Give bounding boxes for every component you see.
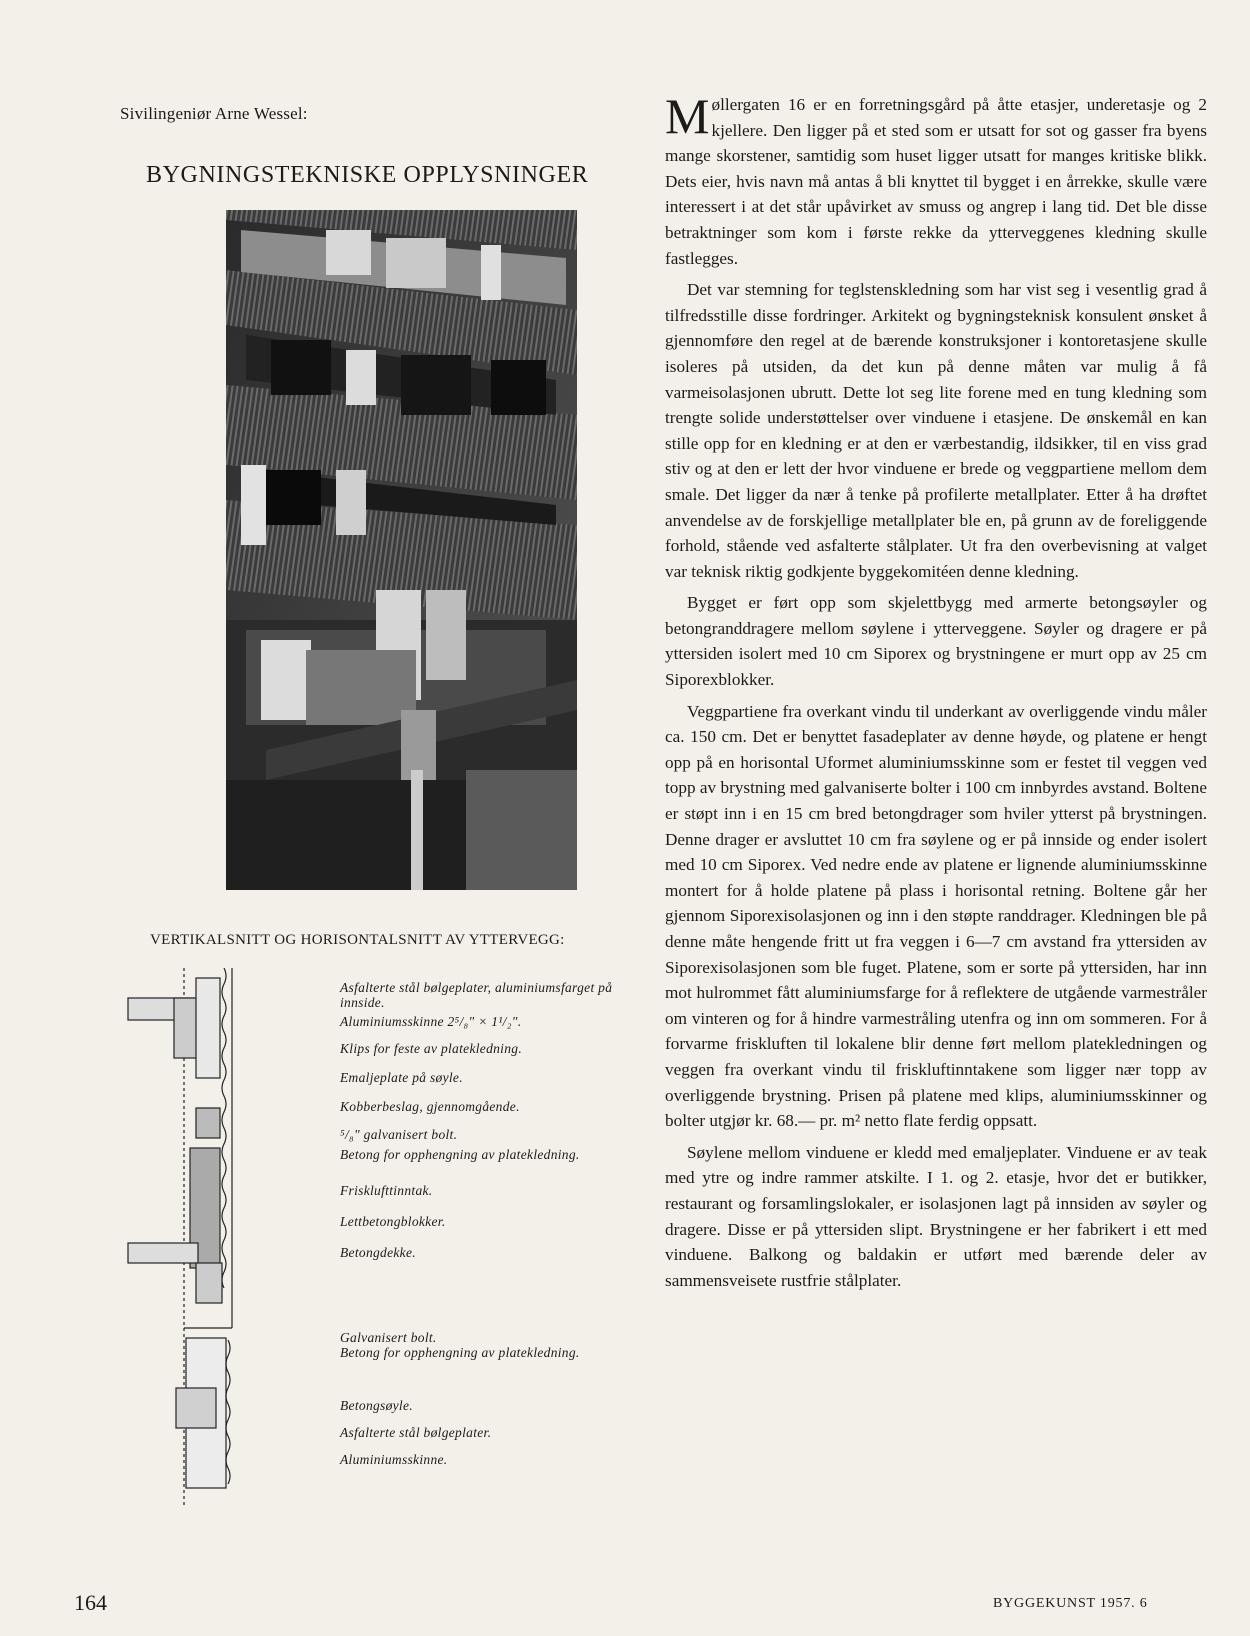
label-galvanisert-bolt-lower: Galvanisert bolt. <box>340 1330 437 1345</box>
wall-section-drawing <box>124 968 324 1508</box>
label-aluminiumsskinne: Aluminiumsskinne 2⁵/₈" × 1¹/₂". <box>340 1014 522 1029</box>
label-asfalterte-plater-lower: Asfalterte stål bølgeplater. <box>340 1425 492 1440</box>
label-betong-opphengning: Betong for opphengning av platekledning. <box>340 1147 580 1162</box>
facade-photo <box>226 210 577 890</box>
author-line: Sivilingeniør Arne Wessel: <box>120 104 308 123</box>
label-betong-opphengning-lower: Betong for opphengning av platekledning. <box>340 1345 580 1360</box>
figure-caption: VERTIKALSNITT OG HORISONTALSNITT AV YTTERVEGG: <box>150 932 565 948</box>
paragraph-4: Veggpartiene fra overkant vindu til underkant av overliggende vindu måler ca. 150 cm. Det er benyttet fasadeplater av denne høyde, og platene er hengt opp på en horisontal Uformet aluminiumsskinne som er festet til veggen ved topp av brystning med galvaniserte bolter i 100 cm innbyrdes avstand. Boltene er støpt inn i en 15 cm bred betongdrager som hviler ytterst på brystningen. Denne drager er avsluttet 10 cm fra søylene og er på innside og ender isolert med 10 cm Siporex. Ved nedre ende av platene er lignende aluminiumsskinne montert for å holde platene på plass i horisontal retning. Boltene går her gjennom Siporexisolasjonen og inn i den støpte randdrager. Kledningen ble på denne måte hengende fritt ut fra veggen i 6—7 cm avstand fra yttersiden av Siporexisolasjonen som ble fuget. Platene, som er sorte på yttersiden, har inn mot hulrommet fått aluminiumsfarge for å reflektere de utgående varmestråler om vinteren og for å hindre varmestråling utenfra og inn om sommeren. For å forvarme friskluften til lokalene blir denne ført mellom platekledningen og veggen fra overkant vindu til friskluftinntakene som ligger nær topp av overliggende brystning. Prisen på platene med klips, aluminiumsskinner og bolter utgjør kr. 68.— pr. m² netto flate ferdig oppsatt. <box>665 701 1207 1131</box>
paragraph-3: Bygget er ført opp som skjelettbygg med armerte betongsøyler og betongranddragere mellom søylene i ytterveggene. Søyler og dragere er på yttersiden isolert med 10 cm Siporex og brystningene er murt opp av 25 cm Siporexblokker. <box>665 593 1207 690</box>
paragraph-5: Søylene mellom vinduene er kledd med emaljeplater. Vinduene er av teak med ytre og indre rammer atskilte. I 1. og 2. etasje, hvor det er butikker, restaurant og forsamlingslokaler, er isolasjonen lagt på innsiden av søyler og dragere. Disse er på yttersiden slipt. Brystningene er her fabrikert i ett med vinduene. Balkong og baldakin er utført med bærende deler av sammensveisete rustfrie stålplater. <box>665 1142 1207 1290</box>
label-frisklufttinntak: Frisklufttinntak. <box>340 1183 433 1198</box>
label-betongsoyle: Betongsøyle. <box>340 1398 413 1413</box>
label-lettbetongblokker: Lettbetongblokker. <box>340 1214 446 1229</box>
article-body <box>665 88 1207 1299</box>
journal-footer: BYGGEKUNST 1957. 6 <box>993 1596 1148 1611</box>
label-klips: Klips for feste av platekledning. <box>340 1041 522 1056</box>
label-aluminiumsskinne-lower: Aluminiumsskinne. <box>340 1452 448 1467</box>
label-kobberbeslag: Kobberbeslag, gjennomgående. <box>340 1099 520 1114</box>
paragraph-2: Det var stemning for teglstenskledning som har vist seg i vesentlig grad å tilfredsstille disse fordringer. Arkitekt og bygningsteknisk konsulent ønsket å gjennomføre den regel at de bærende konstruksjoner i kontoretasjene skulle isoleres på utsiden, da det kun på denne måten var mulig å få varmeisolasjonen ubrutt. Dette lot seg lite forene med en tung kledning som trengte solide understøttelser over vinduene i etasjene. De ønskemål en kan stille opp for en kledning er at den er værbestandig, ildsikker, til en viss grad stiv og at den er lett der hvor vinduene er brede og veggpartiene mellom dem smale. Det ligger da nær å tenke på profilerte metallplater. Etter å ha drøftet anvendelse av de forskjellige metallplater ble en, på grunn av de foreliggende forhold, stående ved asfalterte stålplater. Ut fra den overbevisning at valget var teknisk riktig godkjente byggekomitéen denne kledning. <box>665 280 1207 581</box>
paragraph-1-text: øllergaten 16 er en forretningsgård på åtte etasjer, underetasje og 2 kjellere. Den ligger på et sted som er utsatt for sot og gasser fra byens mange skorstener, samtidig som huset ligger utsatt for manges kritiske blikk. Dets eier, hvis navn må antas å bli knyttet til bygget i en årrekke, skulle være interessert i at det står upåvirket av smuss og angrep i lang tid. Det ble disse betraktninger som kom i første rekke da ytterveggenes kledning skulle fastlegges. <box>665 95 1207 268</box>
page-number: 164 <box>74 1590 107 1615</box>
paragraph-1 <box>665 88 1207 271</box>
article-title: BYGNINGSTEKNISKE OPPLYSNINGER <box>146 162 589 188</box>
label-galvanisert-bolt: ⁵/₈" galvanisert bolt. <box>340 1127 458 1142</box>
label-asfalterte-plater: Asfalterte stål bølgeplater, aluminiumsfarget på innside. <box>340 980 613 1010</box>
label-betongdekke: Betongdekke. <box>340 1245 416 1260</box>
label-emaljeplate: Emaljeplate på søyle. <box>340 1070 463 1085</box>
drop-cap: M <box>665 88 710 144</box>
